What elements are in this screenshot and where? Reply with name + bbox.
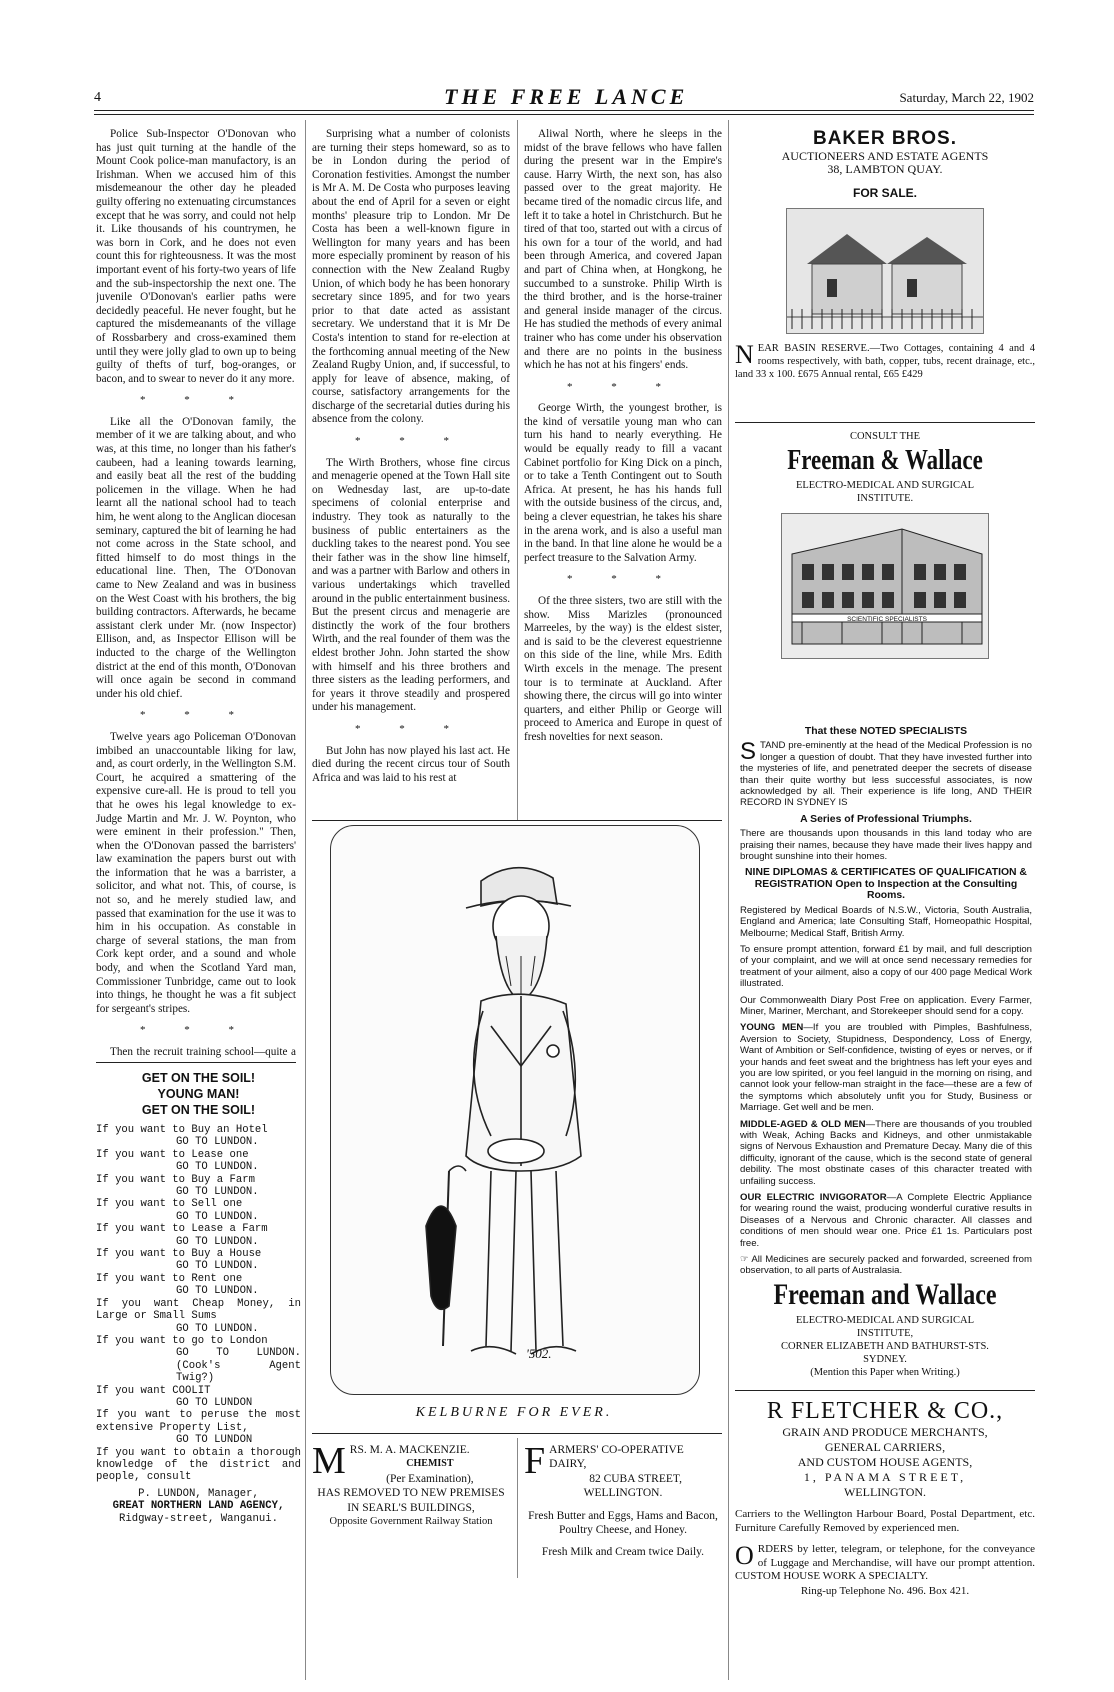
advert-paragraph: —There are thousands of you troubled with Weak, Aching Backs and Kidneys, and other unmistakable signs of Nervous Exhaustion and Premature Decay. Many die of this difficulty, ignorant of the cause, which is the second state of general debility. The most obstinate cases of this character treated with unfailing success. <box>740 1118 1032 1187</box>
advert-line: Fresh Milk and Cream twice Daily. <box>541 1546 705 1559</box>
advert-item-action: GO TO LUNDON. <box>176 1260 259 1273</box>
masthead-rule <box>94 110 1034 111</box>
portrait-illustration <box>330 825 700 1395</box>
advert-line: Carriers to the Wellington Harbour Board, Postal Department, etc. Furniture Carefully Removed by experienced men. <box>735 1508 1035 1534</box>
section-rule <box>312 1433 722 1434</box>
building-sign: SCIENTIFIC SPECIALISTS <box>847 616 927 623</box>
advert-line: (Per Examination), <box>386 1472 474 1485</box>
article-paragraph: Police Sub-Inspector O'Donovan who has just quit turning at the handle of the Mount Cook police-man manufactory, is an Irishman. When we accused him of this misdemeanour the other day he pleaded guilty offering no extenuating circumstances except that he was sorry, and could not help it. Like thousands of his countrymen, he was born in Cork, and he does not even count this for righteousness. It was the most important event of his forty-two years of life and the sub-inspectorship the next one. The juvenile O'Donovan's earlier paths were decidedly peaceful. He never fought, but he captured the misdemeanants of the village of Rossbarbery and cross-examined them until they were jolly glad to own up to being guilty of thefts of turf, bog-oranges, or bacon, and to swear to never do it any more. <box>96 128 296 385</box>
cottages-photo <box>786 208 984 334</box>
section-separator: * * * <box>567 380 679 393</box>
advert-heading: That these NOTED SPECIALISTS <box>804 726 968 737</box>
advert-address: Ridgway-street, Wanganui. <box>119 1512 278 1525</box>
advert-line: 82 CUBA STREET, WELLINGTON. <box>583 1472 682 1500</box>
advert-paragraph: TAND pre-eminently at the head of the Medical Profession is no longer a question of doubt. That they have invested further into the mysteries of life, and penetrated deeper the secrets of disease than their quite worthy but less successful associates, is now acknowledged by all. Their experience is life long, AND THEIR RECORD IN SYDNEY IS <box>740 740 1032 809</box>
advert-line: IN SEARL'S BUILDINGS, <box>347 1501 475 1514</box>
advert-item: If you want to obtain a thorough knowledge of the district and people, consult <box>96 1446 301 1484</box>
advert-name: RS. M. A. MACKENZIE. <box>349 1444 470 1456</box>
advert-item-action: GO TO LUNDON <box>176 1434 253 1447</box>
specialists-advert <box>740 722 1032 1282</box>
advert-line: ELECTRO-MEDICAL AND SURGICAL <box>795 1315 975 1326</box>
issue-date: Saturday, March 22, 1902 <box>899 90 1034 105</box>
advert-name: R FLETCHER & CO., <box>766 1398 1004 1424</box>
advert-paragraph <box>735 1543 1035 1584</box>
column-divider-bottom <box>517 1438 518 1578</box>
article-wirth-continued <box>524 128 722 816</box>
advert-item: If you want COOLIT <box>96 1384 211 1397</box>
advert-item-action: GO TO LUNDON. <box>176 1136 259 1149</box>
advert-subheading: A Series of Professional Triumphs. <box>800 813 972 825</box>
advert-item: If you want to Buy an Hotel <box>96 1124 268 1136</box>
section-separator: * * * <box>140 394 252 407</box>
article-wirth-brothers <box>312 128 510 816</box>
advert-item: If you want to Buy a Farm <box>96 1173 255 1186</box>
article-paragraph: Like all the O'Donovan family, the member of it we are talking about, and who was, at this time, no longer than his father's caubeen, had a leaning towards learning, and easily beat all the rest of the budding policemen in the village. When he had learnt all the national school had to teach him, he went along to the Anglican diocesan seminary, captured the bit of learning he had not come across in the State school, and fitted himself to do most things in the educational line. Then, The O'Donovan came to New Zealand and was in business on the West Coast with his brothers, the big building contractors. Afterwards, he became assistant clerk under Mr. (now Inspector) Ellison, and, as Inspector Ellison will be inducted to the charge of the Wellington district at the end of this month, O'Donovan will once again be second in command under his old chief. <box>96 415 296 700</box>
article-paragraph: Surprising what a number of colonists are turning their steps homeward, so as to be in London during the period of Coronation festivities. Amongst the number is Mr A. M. De Costa who purposes leaving about the end of April for a seven or eight months' pleasure trip to London. Mr De Costa has been a well-known figure in Wellington for many years and has been more especially prominent by reason of his connection with the New Zealand Rugby Union, of which body he has been honorary secretary since 1895, and for two years prior to that date acted as assistant secretary. We understand that it is Mr De Costa's intention to stand for re-election at the forthcoming annual meeting of the New Zealand Rugby Union, and, if successful, to apply for leave of absence, making, of course, satisfactory arrangements for the discharge of the secretarial duties during his absence from the colony. <box>312 128 510 426</box>
property-details: EAR BASIN RESERVE.—Two Cottages, containing 4 and 4 rooms respectively, with bath, copper, tubs, recent drainage, etc., land 33 x 100. £675 Annual rental, £65 £429 <box>735 343 1035 380</box>
man-with-umbrella-drawing <box>331 826 699 1394</box>
advert-lead: YOUNG MEN <box>740 1022 804 1034</box>
drop-cap: F <box>524 1440 546 1482</box>
article-paragraph: The Wirth Brothers, whose fine circus and menagerie opened at the Town Hall site on Wednesday last, are up-to-date specimens of colonial enterprise and industry. They took as naturally to the business of public entertainers as the duckling takes to the nearest pond. You see their father was in the show line himself, and was a partner with Barlow and others in various undertakings which travelled around in the public entertainment business. But the present circus and menagerie are distinctly the work of the four brothers Wirth, and the real founder of them was the eldest brother John. John started the show with himself and his three brothers and three sisters as the leading performers, and for years it throve steadily and prospered under his management. <box>312 456 510 714</box>
section-separator: * * * <box>355 722 467 735</box>
article-paragraph: But John has now played his last act. He died during the recent circus tour of South Africa and was laid to his rest at <box>312 744 510 784</box>
advert-line: ELECTRO-MEDICAL AND SURGICAL <box>795 480 975 491</box>
freeman-wallace-advert-1 <box>735 430 1035 659</box>
article-paragraph: Then the recruit training school—quite a <box>110 1046 296 1058</box>
advert-item-action: GO TO LUNDON. <box>176 1161 259 1174</box>
advert-item: If you want to Rent one <box>96 1272 243 1285</box>
advert-name: Freeman & Wallace <box>787 445 983 476</box>
advert-manager: P. LUNDON, Manager, <box>138 1487 259 1500</box>
section-rule <box>312 820 722 821</box>
advert-item-action: GO TO LUNDON <box>176 1396 253 1409</box>
drop-cap: M <box>312 1440 346 1482</box>
advert-paragraph: There are thousands upon thousands in this land today who are praising their names, because they have made their lives happy and brought sunshine into their homes. <box>740 828 1032 863</box>
freeman-wallace-advert-2 <box>735 1276 1035 1379</box>
advert-line: INSTITUTE. <box>856 493 914 504</box>
advert-line: SYDNEY. <box>863 1354 907 1365</box>
advert-item: If you want to Buy a House <box>96 1248 262 1261</box>
advert-line: CHEMIST <box>406 1458 454 1470</box>
column-rule <box>96 1062 296 1063</box>
fletcher-advert <box>735 1398 1035 1598</box>
advert-line: Fresh Butter and Eggs, Hams and Bacon, Poultry Cheese, and Honey. <box>528 1509 718 1537</box>
advert-line: GRAIN AND PRODUCE MERCHANTS, <box>782 1425 988 1439</box>
advert-item-action: GO TO LUNDON. <box>176 1235 259 1248</box>
advert-footer <box>96 1488 301 1526</box>
advert-line: AND CUSTOM HOUSE AGENTS, <box>797 1455 973 1469</box>
advert-paragraph: —A Complete Electric Appliance for wearing round the waist, producing wonderful curative results in Diseases of a Nervous and Chronic character. All classes and conditions of men should wear one. Price £1 1s. Particulars post free. <box>740 1192 1032 1249</box>
advert-item-action: GO TO LUNDON. (Cook's Agent Twig?) <box>176 1347 301 1385</box>
advert-line: INSTITUTE, <box>856 1328 914 1339</box>
portrait-caption: KELBURNE FOR EVER. <box>415 1405 613 1420</box>
masthead <box>94 84 1034 108</box>
advert-item: If you want Cheap Money, in Large or Small Sums <box>96 1297 301 1323</box>
advert-line: AUCTIONEERS AND ESTATE AGENTS <box>781 149 989 163</box>
drop-cap: O <box>735 1541 754 1570</box>
section-rule <box>735 422 1035 423</box>
advert-lead: OUR ELECTRIC INVIGORATOR <box>740 1192 887 1204</box>
advert-line: Opposite Government Railway Station <box>329 1516 493 1528</box>
drop-cap: S <box>740 738 757 766</box>
advert-item: If you want to Sell one <box>96 1198 243 1211</box>
article-odonovan <box>96 128 296 1058</box>
advert-paragraph: All Medicines are securely packed and forwarded, screened from observation, to all parts of Australasia. <box>740 1254 1032 1277</box>
advert-line: 38, LAMBTON QUAY. <box>827 162 943 176</box>
drop-cap: N <box>735 340 754 369</box>
article-paragraph: Of the three sisters, two are still with the show. Miss Marizles (pronounced Marreeles, by the way) is the eldest sister, and is said to be the cleverest equestrienne on this side of the line, while Mrs. Edith Wirth excels in the menage. The present tour is to terminate at Auckland. After showing there, the circus will go into winter quarters, and either Philip or George will proceed to America and Europe in quest of fresh novelties for next season. <box>524 595 722 743</box>
section-separator: * * * <box>355 435 467 448</box>
advert-subheading: NINE DIPLOMAS & CERTIFICATES OF QUALIFICATION & REGISTRATION Open to Inspection at the Consulting Rooms. <box>745 867 1027 902</box>
advert-paragraph: Our Commonwealth Diary Post Free on application. Every Farmer, Miner, Mariner, Merchant, and Storekeeper should send for a copy. <box>740 994 1032 1017</box>
advert-name: BAKER BROS. <box>812 128 957 149</box>
advert-heading: GET ON THE SOIL! <box>141 1071 256 1085</box>
article-paragraph: Aliwal North, where he sleeps in the midst of the brave fellows who have fallen during the present war in the Empire's cause. Harry Wirth, the next son, has also passed over to the great majority. He became tired of the nomadic circus life, and left it to take a hotel in Christchurch. But he tired of that too, started out with a circus of his own for a tour of the world, and had been through America, and covered Japan and part of China when, at Hongkong, he succumbed to a sunstroke. Philip Wirth is the third brother, and is the horse-trainer and general inside manager of the circus. He has studied the methods of every animal trainer who has come under his observation and there are no points in the business which he has not at his fingers' ends. <box>524 128 722 372</box>
for-sale-label: FOR SALE. <box>852 186 917 200</box>
advert-line: 1, PANAMA STREET, <box>803 1470 967 1484</box>
hand-pointer-icon: ☞ <box>740 1254 752 1266</box>
advert-name: Freeman and Wallace <box>773 1278 997 1311</box>
advert-line: HAS REMOVED TO NEW PREMISES <box>317 1487 505 1500</box>
advert-line: CONSULT THE <box>849 431 921 442</box>
advert-paragraph: —If you are troubled with Pimples, Bashfulness, Aversion to Society, Stupidness, Despondency, Loss of Energy, Want of Ambition or Self-confidence, twisting of eyes or nerves, or if your hands and feet sweat and the brightness has left your eyes and you are low spirited, or you feel languid in the morning on rising, and cannot look your fellow-man straight in the face—these are a few of the symptoms which absolutely unfit you for Study, Business or Marriage. Get well and be men. <box>740 1022 1032 1114</box>
advert-line: GENERAL CARRIERS, <box>824 1440 946 1454</box>
column-divider-3 <box>728 120 729 1680</box>
page-number: 4 <box>94 90 101 105</box>
section-separator: * * * <box>140 709 252 722</box>
article-paragraph: Twelve years ago Policeman O'Donovan imbibed an unaccountable liking for law, and, as court orderly, in the Wellington S.M. Court, he acquired a smattering of the expensive cure-all. He is proud to tell you that he owes his legal knowledge to ex-Judge Martin and Mr. J. W. Poynton, who were eminent in their profession." Then, when the O'Donovan passed the barristers' law examination the papers burst out with the information that he was a barrister, a solicitor, and what not. This, of course, is not so, and he merely studied law, and passed that examination for the use it was to him in his occupation. As constable in charge of several stations, the man from Cork kept order, and a sound and whole body, and when the Scotland Yard man, Commissioner Tunbridge, came out to look into things, he thought he was a fit subject for sergeant's stripes. <box>96 730 296 1015</box>
advert-item-action: GO TO LUNDON. <box>176 1186 259 1199</box>
section-separator: * * * <box>140 1024 252 1037</box>
advert-line: (Mention this Paper when Writing.) <box>810 1367 960 1378</box>
advert-item: If you want to Lease a Farm <box>96 1223 268 1236</box>
advert-line: CORNER ELIZABETH AND BATHURST-STS. <box>781 1341 989 1352</box>
advert-item-action: GO TO LUNDON. <box>176 1322 259 1335</box>
section-separator: * * * <box>567 573 679 586</box>
farmers-dairy-advert <box>524 1440 722 1560</box>
mackenzie-chemist-advert <box>312 1440 510 1529</box>
advert-paragraph: Registered by Medical Boards of N.S.W., Victoria, South Australia, England and America; late Consulting Staff, Homeopathic Hospital, Melbourne; Medical Staff, British Army. <box>740 904 1032 939</box>
advert-heading: YOUNG MAN! <box>157 1087 240 1101</box>
advert-item: If you want to go to London <box>96 1334 268 1347</box>
property-description <box>735 342 1035 381</box>
baker-bros-advert <box>735 128 1035 381</box>
newspaper-title: THE FREE LANCE <box>444 84 689 109</box>
masthead-rule-thin <box>94 114 1034 115</box>
advert-name: ARMERS' CO-OPERATIVE DAIRY, <box>549 1444 684 1471</box>
column-divider-1 <box>305 120 306 1680</box>
advert-phone: Ring-up Telephone No. 496. Box 421. <box>800 1584 970 1597</box>
advert-paragraph: To ensure prompt attention, forward £1 by mail, and full description of your complaint, and we will at once send necessary remedies for treatment of your ailment, also a copy of our 400 page Medical Work illustrated. <box>740 943 1032 990</box>
advert-item-action: GO TO LUNDON. <box>176 1210 259 1223</box>
lundon-advert <box>96 1070 301 1670</box>
advert-item-action: GO TO LUNDON. <box>176 1285 259 1298</box>
artist-mark: '502. <box>526 1346 552 1361</box>
advert-item: If you want to peruse the most extensive Property List, <box>96 1409 301 1434</box>
advert-lead: MIDDLE-AGED & OLD MEN <box>740 1118 866 1130</box>
column-divider-2 <box>517 120 518 820</box>
advert-line: RDERS by letter, telegram, or telephone, for the conveyance of Luggage and Merchandise, will have our prompt attention. CUSTOM HOUSE WORK A SPECIALTY. <box>735 1543 1035 1582</box>
advert-heading: GET ON THE SOIL! <box>141 1103 256 1117</box>
advert-item: If you want to Lease one <box>96 1148 249 1161</box>
section-rule <box>735 1390 1035 1391</box>
advert-item-list <box>96 1124 301 1484</box>
advert-line: WELLINGTON. <box>843 1485 927 1499</box>
institute-building-engraving <box>781 513 989 659</box>
article-paragraph: George Wirth, the youngest brother, is the kind of versatile young man who can turn his hand to nearly everything. He would be equally ready to fill a vacant Cabinet portfolio for King Dick on a pinch, or to take a Tenth Contingent out to South Africa. At present, he has his hands full with the outside business of the circus, and, being a clever equestrian, he takes his share in the arena work, and is also a useful man in the band. In that line alone he would be a perfect treasure to the Salvation Army. <box>524 402 722 564</box>
advert-agency: GREAT NORTHERN LAND AGENCY, <box>112 1500 285 1513</box>
